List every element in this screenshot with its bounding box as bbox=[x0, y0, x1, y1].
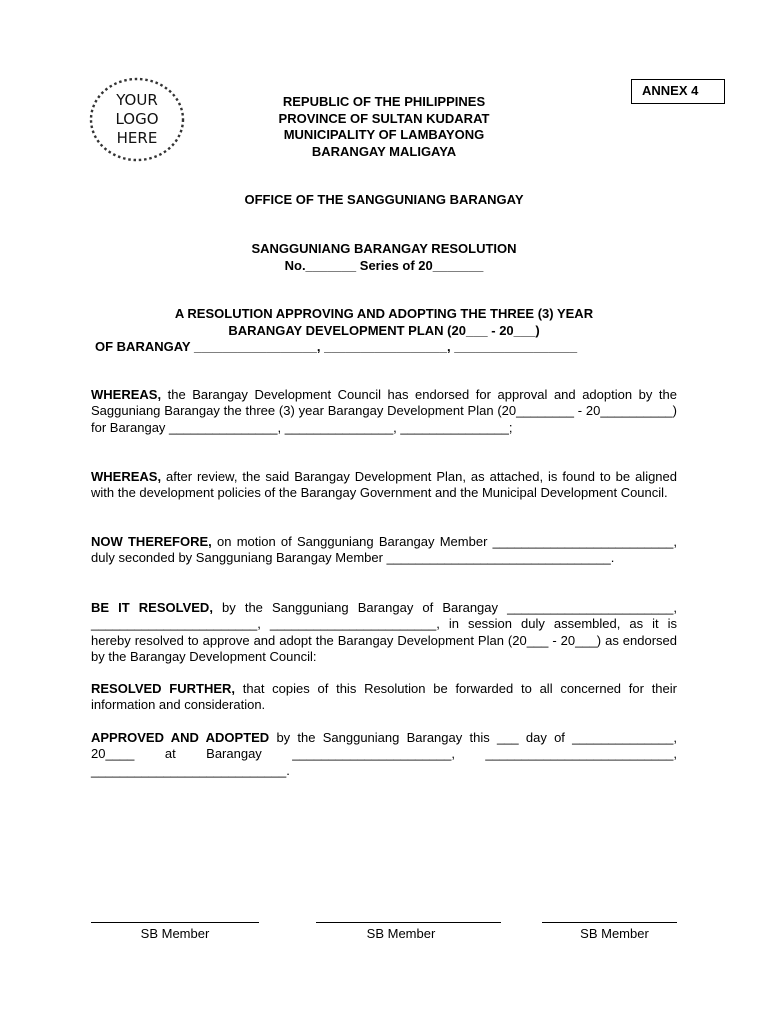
resolution-heading: SANGGUNIANG BARANGAY RESOLUTION bbox=[251, 241, 517, 256]
title-line1: A RESOLUTION APPROVING AND ADOPTING THE THREE (3) YEAR bbox=[174, 306, 594, 321]
signature-label-1: SB Member bbox=[140, 926, 210, 941]
title-line3: OF BARANGAY _________________, _________________, _________________ bbox=[95, 339, 578, 354]
whereas-label: WHEREAS, bbox=[91, 469, 162, 484]
paragraph-text: after review, the said Barangay Development Plan, as attached, is found to be aligned with the development policies of the Barangay Government and the Municipal Development Council. bbox=[91, 469, 677, 501]
header-line-republic: REPUBLIC OF THE PHILIPPINES bbox=[282, 94, 486, 109]
signature-label-3: SB Member bbox=[580, 926, 649, 941]
resolved-further-paragraph bbox=[91, 681, 677, 714]
header-line-province: PROVINCE OF SULTAN KUDARAT bbox=[278, 110, 490, 126]
paragraph-text: on motion of Sangguniang Barangay Member _________________________, duly seconded by Sangguniang Barangay Member _______________________________. bbox=[91, 534, 677, 566]
whereas-paragraph-1 bbox=[91, 387, 677, 436]
resolution-heading-block bbox=[84, 241, 684, 274]
approved-adopted-label: APPROVED AND ADOPTED bbox=[91, 730, 270, 745]
paragraph-text: by the Sangguniang Barangay of Barangay _______________________, _______________________, _______________________, in session duly assembled, as it is hereby resolved to approve and adopt the Barangay Development Plan (20___ - 20___) as endorsed by the Barangay Development Council: bbox=[91, 600, 677, 664]
annex-box: ANNEX 4 bbox=[631, 79, 725, 104]
signature-line-1 bbox=[91, 922, 259, 923]
resolution-title bbox=[84, 306, 684, 356]
signature-line-3 bbox=[542, 922, 677, 923]
now-therefore-paragraph bbox=[91, 534, 677, 567]
header-block bbox=[84, 94, 684, 160]
now-therefore-label: NOW THEREFORE, bbox=[91, 534, 212, 549]
approved-adopted-paragraph bbox=[91, 730, 677, 779]
signature-label-2: SB Member bbox=[366, 926, 436, 941]
paragraph-text: the Barangay Development Council has endorsed for approval and adoption by the Sagguniang Barangay the three (3) year Barangay Development Plan (20________ - 20__________) for Barangay _______________, _______________, _______________; bbox=[91, 387, 677, 435]
header-line-barangay: BARANGAY MALIGAYA bbox=[311, 143, 457, 159]
header-line-municipality: MUNICIPALITY OF LAMBAYONG bbox=[283, 127, 485, 142]
be-it-resolved-label: BE IT RESOLVED, bbox=[91, 600, 213, 615]
whereas-label: WHEREAS, bbox=[91, 387, 162, 402]
office-heading: OFFICE OF THE SANGGUNIANG BARANGAY bbox=[244, 192, 524, 207]
paragraph-text: by the Sangguniang Barangay this ___ day of ______________, 20____ at Barangay ______________________, __________________________, ___________________________. bbox=[91, 730, 677, 778]
logo-text-line1: YOUR bbox=[116, 91, 158, 109]
resolved-further-label: RESOLVED FURTHER, bbox=[91, 681, 236, 696]
logo-text-line3: HERE bbox=[116, 129, 158, 147]
be-it-resolved-paragraph bbox=[91, 600, 677, 665]
logo-text-line2: LOGO bbox=[115, 110, 159, 128]
signature-line-2 bbox=[316, 922, 501, 923]
title-line2: BARANGAY DEVELOPMENT PLAN (20___ - 20___) bbox=[228, 322, 540, 338]
paragraph-text: that copies of this Resolution be forwarded to all concerned for their information and consideration. bbox=[91, 681, 677, 713]
whereas-paragraph-2 bbox=[91, 469, 677, 502]
resolution-number-line: No._______ Series of 20_______ bbox=[284, 257, 484, 273]
